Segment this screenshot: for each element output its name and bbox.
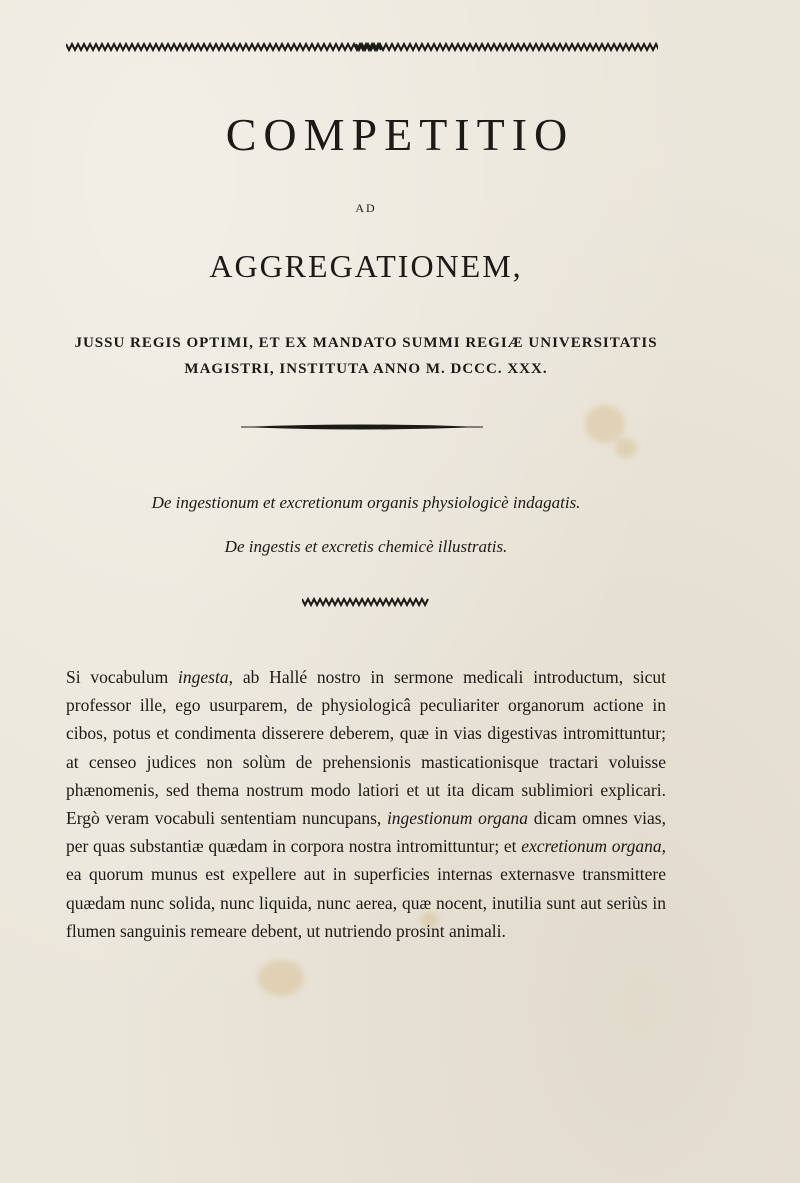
body-text-run: , ab Hallé nostro in sermone medicali introductum, sicut professor ille, ego usurparem, de physiologicâ peculiariter organorum actione in cibos, potus et condimenta disserere deberem, quæ in vias digestivas intromittuntur; at censeo judices non solùm de prehensionis masticationisque tractari voluisse phænomenis, sed thema nostrum modo latiori et ut ita dicam sublimiori explicari. Ergò veram vocabuli sententiam nuncupans, bbox=[66, 667, 667, 829]
decree-line: JUSSU REGIS OPTIMI, ET EX MANDATO SUMMI REGIÆ UNIVERSITATIS bbox=[74, 335, 658, 351]
body-text-run: dicam omnes vias, per quas substantiæ quædam in corpora nostra intromittuntur; et bbox=[66, 808, 666, 857]
body-italic-term: ingestionum organa bbox=[386, 808, 529, 829]
theme-line: De ingestionum et excretionum organis physiologicè indagatis. bbox=[151, 493, 581, 512]
paper-stain bbox=[258, 960, 304, 996]
decree-line: MAGISTRI, INSTITUTA ANNO M. DCCC. XXX. bbox=[184, 361, 548, 377]
top-ornament-band bbox=[66, 40, 658, 54]
page-subtitle: AGGREGATIONEM, bbox=[209, 248, 523, 284]
swelled-rule bbox=[241, 422, 483, 432]
body-italic-term: ingesta bbox=[178, 667, 229, 687]
paper-stain bbox=[615, 438, 637, 458]
body-paragraph bbox=[66, 663, 666, 945]
paper-stain bbox=[585, 405, 625, 443]
decree-block bbox=[60, 330, 672, 382]
page-title: COMPETITIO bbox=[225, 109, 575, 160]
body-text-run: Si vocabulum bbox=[66, 667, 179, 687]
section-ornament bbox=[302, 597, 432, 607]
body-text-run: , ea quorum munus est expellere aut in superficies internas externasve transmittere quædam nunc solida, nunc liquida, nunc aerea, quæ nocent, inutilia sunt aut seriùs in flumen sanguinis remeare debent, ut nutriendo prosint animali. bbox=[66, 836, 666, 941]
body-italic-term: excretionum organa bbox=[521, 836, 662, 857]
theme-line: De ingestis et excretis chemicè illustratis. bbox=[224, 537, 508, 556]
title-connector: AD bbox=[355, 201, 377, 215]
